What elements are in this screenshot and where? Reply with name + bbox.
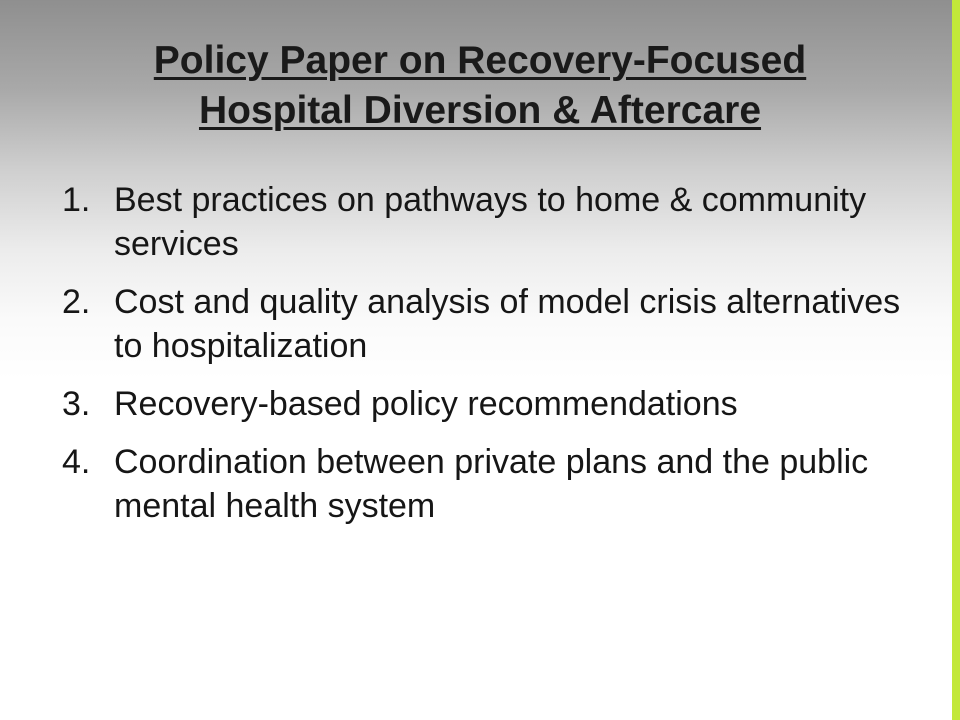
list-item-text: Coordination between private plans and the public mental health system — [114, 443, 869, 525]
slide-title — [40, 36, 920, 136]
numbered-list — [62, 178, 912, 542]
list-item-text: Recovery-based policy recommendations — [114, 385, 738, 423]
list-item-number: 1. — [62, 181, 91, 219]
list-item-number: 2. — [62, 283, 91, 321]
list-item-text: Best practices on pathways to home & community services — [114, 181, 867, 263]
list-item — [62, 280, 912, 368]
list-item-number: 4. — [62, 443, 91, 481]
list-item-number: 3. — [62, 385, 91, 423]
list-item — [62, 440, 912, 528]
list-item — [62, 178, 912, 266]
list-item-text: Cost and quality analysis of model crisis alternatives to hospitalization — [114, 283, 901, 365]
slide-title-line-1: Policy Paper on Recovery-Focused — [153, 39, 807, 82]
accent-bar — [952, 0, 960, 720]
slide-title-line-2: Hospital Diversion & Aftercare — [198, 89, 762, 132]
list-item — [62, 382, 912, 426]
